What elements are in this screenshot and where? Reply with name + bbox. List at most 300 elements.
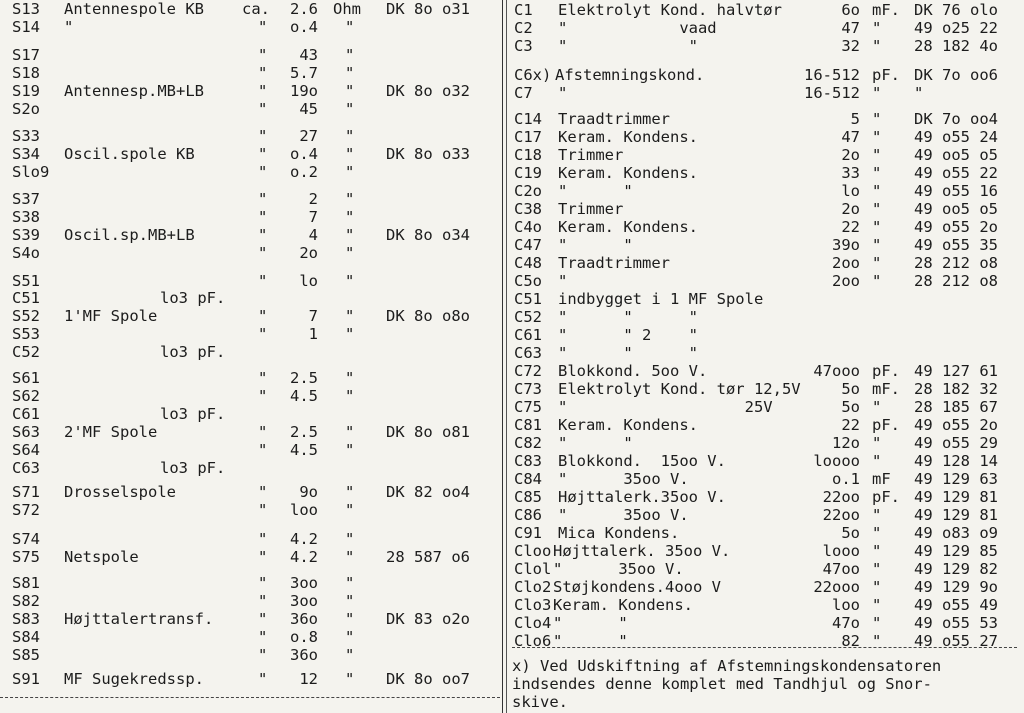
row-value: 39o (832, 236, 860, 254)
row-id: Cloo (514, 542, 552, 560)
row-id: S52 (12, 307, 40, 325)
row-value: 45 (299, 100, 318, 118)
row-description: Oscil.spole KB (64, 145, 195, 163)
row-id: S71 (12, 483, 40, 501)
row-unit: " (872, 200, 882, 218)
row-unit: " (345, 441, 355, 459)
row-id: S2o (12, 100, 40, 118)
row-approx: " (258, 628, 268, 646)
row-value: lo (299, 272, 318, 290)
row-unit: " (345, 272, 355, 290)
row-approx: ca. (242, 0, 270, 18)
row-id: C91 (514, 524, 542, 542)
row-id: S14 (12, 18, 40, 36)
row-part-number: 49 o55 53 (914, 614, 998, 632)
row-id: C82 (514, 434, 542, 452)
row-part-number: 28 212 o8 (914, 272, 998, 290)
row-approx: " (258, 82, 268, 100)
row-id: S63 (12, 423, 40, 441)
row-approx: " (258, 670, 268, 688)
row-part-number: 28 182 32 (914, 380, 998, 398)
row-description: MF Sugekredssp. (64, 670, 204, 688)
row-id: C61 (514, 326, 542, 344)
row-description: Keram. Kondens. (558, 218, 698, 236)
row-id: Clo2 (514, 578, 552, 596)
row-id: C81 (514, 416, 542, 434)
row-value: 5o (841, 524, 860, 542)
row-id: S62 (12, 387, 40, 405)
row-part-number: 49 o55 2o (914, 416, 998, 434)
row-part-number: DK 8o o8o (386, 307, 470, 325)
row-approx: " (258, 610, 268, 628)
row-id: S18 (12, 64, 40, 82)
row-approx: " (258, 64, 268, 82)
row-value: 47o (832, 614, 860, 632)
row-value: 22 (841, 416, 860, 434)
row-approx: " (258, 325, 268, 343)
row-unit: " (345, 548, 355, 566)
row-id: S4o (12, 244, 40, 262)
row-value: 22ooo (813, 578, 860, 596)
row-unit: " (872, 236, 882, 254)
row-part-number: DK 83 o2o (386, 610, 470, 628)
row-value: 4.5 (290, 441, 318, 459)
row-value: 47ooo (813, 362, 860, 380)
row-unit: " (872, 272, 882, 290)
row-unit: " (872, 164, 882, 182)
row-approx: " (258, 307, 268, 325)
row-description: Blokkond. 5oo V. (558, 362, 708, 380)
row-unit: " (345, 369, 355, 387)
row-id: C72 (514, 362, 542, 380)
row-part-number: 49 127 61 (914, 362, 998, 380)
row-approx: " (258, 530, 268, 548)
row-description: 1'MF Spole (64, 307, 158, 325)
row-id: Clol (514, 560, 552, 578)
row-unit: " (872, 560, 882, 578)
row-id: C7 (514, 84, 533, 102)
row-value: 19o (290, 82, 318, 100)
row-approx: " (258, 441, 268, 459)
row-value: 47oo (822, 560, 860, 578)
row-value: 82 (841, 632, 860, 650)
row-value: 1 (308, 325, 318, 343)
row-id: S85 (12, 646, 40, 664)
row-unit: " (345, 646, 355, 664)
row-part-number: 49 o25 22 (914, 19, 998, 37)
row-description: Keram. Kondens. (558, 164, 698, 182)
row-value: loo (290, 501, 318, 519)
row-unit: " (345, 18, 355, 36)
row-value: 5o (841, 398, 860, 416)
row-part-number: 49 o55 29 (914, 434, 998, 452)
row-description: indbygget i 1 MF Spole (558, 290, 764, 308)
row-part-number: 49 o55 16 (914, 182, 998, 200)
row-id: S34 (12, 145, 40, 163)
row-approx: " (258, 190, 268, 208)
row-description: Højttalertransf. (64, 610, 214, 628)
row-id: Clo6 (514, 632, 552, 650)
row-unit: pF. (872, 416, 900, 434)
row-unit: " (345, 100, 355, 118)
row-value: o.2 (290, 163, 318, 181)
row-id: S19 (12, 82, 40, 100)
row-description: Antennesp.MB+LB (64, 82, 204, 100)
row-id: S39 (12, 226, 40, 244)
row-approx: " (258, 244, 268, 262)
row-unit: " (345, 307, 355, 325)
row-approx: " (258, 548, 268, 566)
row-id: C1 (514, 1, 533, 19)
row-description: 2'MF Spole (64, 423, 158, 441)
row-value: o.8 (290, 628, 318, 646)
row-value: 12o (832, 434, 860, 452)
row-part-number: 28 212 o8 (914, 254, 998, 272)
row-description: " " 2 " (558, 326, 698, 344)
row-description: Traadtrimmer (558, 110, 670, 128)
row-part-number: " (914, 84, 924, 102)
row-part-number: 49 o55 35 (914, 236, 998, 254)
row-part-number: DK 82 oo4 (386, 483, 470, 501)
row-approx: " (258, 646, 268, 664)
row-value: looo (822, 542, 860, 560)
row-id: C51 (514, 290, 542, 308)
row-unit: " (872, 37, 882, 55)
row-unit: " (345, 145, 355, 163)
row-description: " vaad (558, 19, 717, 37)
row-id: Slo9 (12, 163, 50, 181)
row-value: 2.5 (290, 423, 318, 441)
row-id: C2o (514, 182, 542, 200)
row-id: C73 (514, 380, 542, 398)
row-id: C4o (514, 218, 542, 236)
row-value: 32 (841, 37, 860, 55)
row-id: C51 (12, 289, 40, 307)
row-part-number: DK 7o oo4 (914, 110, 998, 128)
row-value: 6o (841, 1, 860, 19)
row-description: lo3 pF. (160, 289, 226, 307)
row-value: o.4 (290, 145, 318, 163)
row-unit: pF. (872, 362, 900, 380)
row-value: 12 (299, 670, 318, 688)
row-description: Antennespole KB (64, 0, 204, 18)
row-unit: " (345, 82, 355, 100)
row-description: " (64, 18, 74, 36)
row-part-number: 49 129 81 (914, 488, 998, 506)
row-part-number: 49 o55 2o (914, 218, 998, 236)
footnote-line: indsendes denne komplet med Tandhjul og Snor- (512, 675, 932, 693)
row-description: Elektrolyt Kond. tør 12,5V (558, 380, 801, 398)
row-description: " " (558, 434, 633, 452)
row-value: 5o (841, 380, 860, 398)
row-description: Drosselspole (64, 483, 176, 501)
row-value: 3oo (290, 592, 318, 610)
row-unit: " (345, 610, 355, 628)
row-value: lo (841, 182, 860, 200)
row-part-number: 49 o55 24 (914, 128, 998, 146)
row-unit: " (872, 218, 882, 236)
row-value: 22 (841, 218, 860, 236)
row-approx: " (258, 574, 268, 592)
row-unit: " (345, 501, 355, 519)
row-value: loo (832, 596, 860, 614)
row-approx: " (258, 127, 268, 145)
row-value: 2.5 (290, 369, 318, 387)
row-description: Oscil.sp.MB+LB (64, 226, 195, 244)
row-id: S33 (12, 127, 40, 145)
row-id: C52 (514, 308, 542, 326)
row-id: S72 (12, 501, 40, 519)
row-id: C85 (514, 488, 542, 506)
row-id: S53 (12, 325, 40, 343)
row-part-number: 49 o55 27 (914, 632, 998, 650)
row-value: o.4 (290, 18, 318, 36)
row-description: Trimmer (558, 200, 624, 218)
row-value: 4.2 (290, 530, 318, 548)
footnote-line: x) Ved Udskiftning af Afstemningskondensatoren (512, 657, 942, 675)
row-unit: " (345, 208, 355, 226)
row-description: " " " (558, 308, 698, 326)
row-id: C47 (514, 236, 542, 254)
row-unit: " (345, 530, 355, 548)
row-unit: " (345, 325, 355, 343)
row-part-number: 49 128 14 (914, 452, 998, 470)
row-unit: " (872, 182, 882, 200)
row-approx: " (258, 501, 268, 519)
row-unit: " (345, 670, 355, 688)
row-description: " " " (558, 344, 698, 362)
row-value: 2o (299, 244, 318, 262)
row-unit: " (345, 46, 355, 64)
row-unit: " (345, 423, 355, 441)
row-value: 2 (308, 190, 318, 208)
row-description: lo3 pF. (160, 405, 226, 423)
row-unit: " (872, 542, 882, 560)
row-id: C48 (514, 254, 542, 272)
row-value: 2o (841, 146, 860, 164)
row-value: 2o (841, 200, 860, 218)
row-id: S83 (12, 610, 40, 628)
row-value: loooo (813, 452, 860, 470)
row-description: " " (558, 37, 698, 55)
row-unit: " (345, 628, 355, 646)
row-unit: " (345, 127, 355, 145)
row-description: Netspole (64, 548, 139, 566)
row-value: 43 (299, 46, 318, 64)
row-description: Afstemningskond. (555, 66, 705, 84)
row-value: 33 (841, 164, 860, 182)
row-id: Clo3 (514, 596, 552, 614)
row-value: 47 (841, 128, 860, 146)
row-approx: " (258, 145, 268, 163)
row-id: S38 (12, 208, 40, 226)
row-unit: " (872, 19, 882, 37)
row-unit: " (872, 452, 882, 470)
row-description: Keram. Kondens. (558, 416, 698, 434)
row-description: Støjkondens.4ooo V (553, 578, 721, 596)
row-unit: " (872, 614, 882, 632)
row-part-number: DK 8o o81 (386, 423, 470, 441)
row-unit: " (872, 596, 882, 614)
row-unit: " (345, 64, 355, 82)
row-value: 7 (308, 208, 318, 226)
row-approx: " (258, 592, 268, 610)
row-part-number: DK 76 olo (914, 1, 998, 19)
row-unit: " (345, 483, 355, 501)
column-divider-inner (506, 0, 507, 713)
row-value: 47 (841, 19, 860, 37)
row-value: 2.6 (290, 0, 318, 18)
row-value: 9o (299, 483, 318, 501)
row-description: Blokkond. 15oo V. (558, 452, 726, 470)
row-id: S13 (12, 0, 40, 18)
row-unit: " (872, 146, 882, 164)
row-id: S61 (12, 369, 40, 387)
row-description: " " (558, 236, 633, 254)
row-value: 4.5 (290, 387, 318, 405)
row-id: C18 (514, 146, 542, 164)
row-id: S75 (12, 548, 40, 566)
row-id: C14 (514, 110, 542, 128)
row-id: C17 (514, 128, 542, 146)
row-description: Mica Kondens. (558, 524, 680, 542)
row-description: " 35oo V. (558, 470, 689, 488)
row-unit: mF. (872, 1, 900, 19)
row-unit: pF. (872, 66, 900, 84)
column-divider (502, 0, 503, 713)
row-part-number: DK 8o o33 (386, 145, 470, 163)
row-value: 22oo (822, 488, 860, 506)
row-value: 2oo (832, 254, 860, 272)
row-description: " 25V (558, 398, 773, 416)
row-id: S51 (12, 272, 40, 290)
row-id: C63 (12, 459, 40, 477)
row-part-number: DK 8o o32 (386, 82, 470, 100)
row-value: 16-512 (804, 84, 860, 102)
row-part-number: 49 oo5 o5 (914, 200, 998, 218)
row-description: Højttalerk.35oo V. (558, 488, 726, 506)
row-description: Traadtrimmer (558, 254, 670, 272)
row-unit: mF (872, 470, 891, 488)
footnote-line: skive. (512, 693, 568, 711)
row-unit: " (872, 434, 882, 452)
row-description: " " (553, 614, 628, 632)
row-value: 22oo (822, 506, 860, 524)
row-description: " 35oo V. (553, 560, 684, 578)
row-description: Trimmer (558, 146, 624, 164)
row-unit: " (345, 226, 355, 244)
row-description: " (558, 84, 568, 102)
row-part-number: 28 587 o6 (386, 548, 470, 566)
row-id: S84 (12, 628, 40, 646)
row-part-number: DK 7o oo6 (914, 66, 998, 84)
row-id: S91 (12, 670, 40, 688)
row-approx: " (258, 46, 268, 64)
row-unit: " (345, 592, 355, 610)
row-approx: " (258, 272, 268, 290)
row-part-number: DK 8o o34 (386, 226, 470, 244)
row-id: S82 (12, 592, 40, 610)
row-id: S81 (12, 574, 40, 592)
row-value: 36o (290, 646, 318, 664)
footnote-dashed-rule (512, 647, 1017, 648)
row-description: Elektrolyt Kond. halvtør (558, 1, 782, 19)
row-id: C2 (514, 19, 533, 37)
row-part-number: 49 129 63 (914, 470, 998, 488)
row-id: C61 (12, 405, 40, 423)
row-unit: " (872, 632, 882, 650)
row-unit: " (872, 84, 882, 102)
row-id: C38 (514, 200, 542, 218)
row-value: 7 (308, 307, 318, 325)
row-value: 4.2 (290, 548, 318, 566)
row-approx: " (258, 163, 268, 181)
row-approx: " (258, 100, 268, 118)
row-unit: " (345, 387, 355, 405)
row-unit: " (872, 506, 882, 524)
row-unit: " (872, 578, 882, 596)
row-part-number: 49 129 82 (914, 560, 998, 578)
row-id: C52 (12, 343, 40, 361)
row-description: Keram. Kondens. (553, 596, 693, 614)
row-value: 5 (850, 110, 860, 128)
row-id: C63 (514, 344, 542, 362)
row-value: 4 (308, 226, 318, 244)
row-id: C6x) (514, 66, 552, 84)
row-value: 5.7 (290, 64, 318, 82)
row-part-number: 49 129 9o (914, 578, 998, 596)
row-description: " (558, 272, 568, 290)
row-value: 27 (299, 127, 318, 145)
row-approx: " (258, 208, 268, 226)
row-unit: " (872, 524, 882, 542)
row-id: C86 (514, 506, 542, 524)
row-approx: " (258, 369, 268, 387)
row-description: " " (553, 632, 628, 650)
row-id: S37 (12, 190, 40, 208)
row-value: 3oo (290, 574, 318, 592)
row-unit: " (345, 163, 355, 181)
bottom-dashed-rule (0, 697, 500, 698)
row-id: C5o (514, 272, 542, 290)
row-description: lo3 pF. (160, 343, 226, 361)
row-value: 36o (290, 610, 318, 628)
row-id: C83 (514, 452, 542, 470)
row-approx: " (258, 226, 268, 244)
row-id: S74 (12, 530, 40, 548)
row-unit: " (345, 190, 355, 208)
row-id: C75 (514, 398, 542, 416)
row-id: C3 (514, 37, 533, 55)
row-unit: " (872, 110, 882, 128)
row-value: 2oo (832, 272, 860, 290)
row-part-number: 49 129 81 (914, 506, 998, 524)
row-description: Keram. Kondens. (558, 128, 698, 146)
row-id: C19 (514, 164, 542, 182)
row-unit: " (345, 574, 355, 592)
row-part-number: 49 o55 49 (914, 596, 998, 614)
row-part-number: 28 182 4o (914, 37, 998, 55)
row-unit: " (872, 254, 882, 272)
row-approx: " (258, 18, 268, 36)
row-unit: " (872, 128, 882, 146)
row-unit: mF. (872, 380, 900, 398)
row-part-number: 49 129 85 (914, 542, 998, 560)
row-description: " 35oo V. (558, 506, 689, 524)
row-part-number: DK 8o oo7 (386, 670, 470, 688)
row-unit: Ohm (333, 0, 361, 18)
row-part-number: 49 o55 22 (914, 164, 998, 182)
